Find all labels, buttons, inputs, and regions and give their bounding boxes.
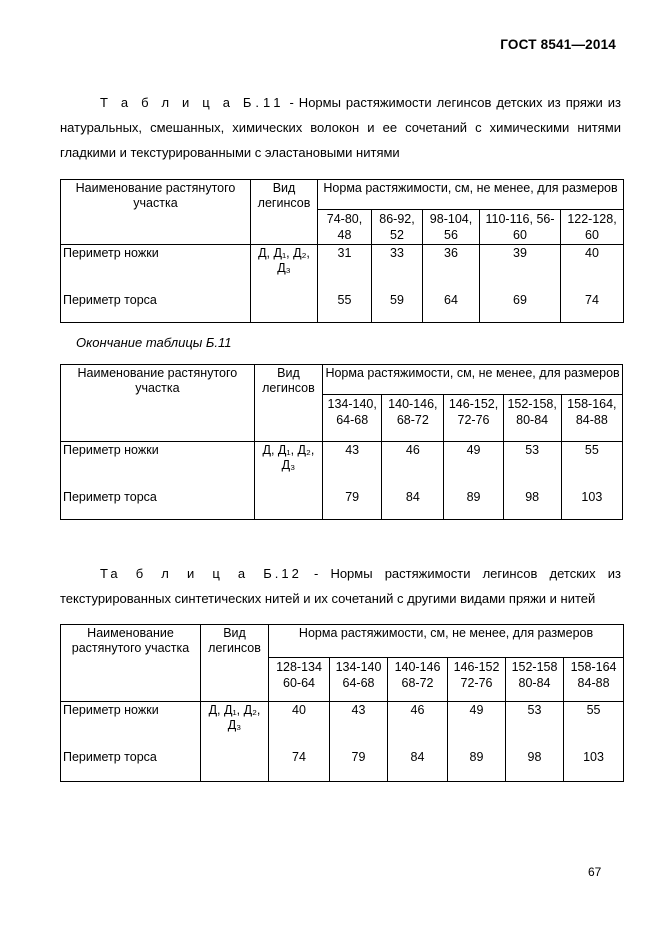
value-cell: 89 xyxy=(466,490,481,504)
table-11-continuation xyxy=(60,364,623,520)
value-cell: 46 xyxy=(410,703,425,717)
value-cell: 33 xyxy=(390,246,404,260)
row-name: Периметр торса xyxy=(63,490,157,504)
value-cell: 59 xyxy=(390,293,404,307)
value-cell: 43 xyxy=(351,703,366,717)
value-cell: 53 xyxy=(527,703,542,717)
size-header: 140-146 68-72 xyxy=(388,658,448,702)
size-header: 128-134 60-64 xyxy=(269,658,330,702)
size-header: 152-158 80-84 xyxy=(506,658,564,702)
size-header: 158-164 84-88 xyxy=(564,658,624,702)
value-cell: 84 xyxy=(410,750,425,764)
table-row xyxy=(61,702,624,782)
size-header: 110-116, 56-60 xyxy=(480,210,561,245)
table-12-caption-text: - Нормы растяжимости легинсов детских из текстурированных синтетических нитей и их сочетаний с другими видами пряжи и нитей xyxy=(60,566,621,606)
size-header: 134-140, 64-68 xyxy=(323,395,382,442)
value-cell: 98 xyxy=(527,750,542,764)
col-header-area: Наименование растянутого участка xyxy=(61,365,255,442)
value-cell: 74 xyxy=(292,750,306,764)
value-cell: 43 xyxy=(345,443,360,457)
row-name: Периметр торса xyxy=(63,750,157,764)
table-11-continuation-caption: Окончание таблицы Б.11 xyxy=(76,335,232,350)
table-11-caption xyxy=(60,90,621,165)
leggings-type: Д, Д₁, Д₂, Д₃ xyxy=(208,703,261,732)
value-cell: 79 xyxy=(345,490,360,504)
value-cell: 40 xyxy=(585,246,599,260)
value-cell: 55 xyxy=(584,443,599,457)
size-header: 98-104, 56 xyxy=(423,210,480,245)
table-12-label: Та б л и ц а Б.12 xyxy=(100,566,302,581)
value-cell: 46 xyxy=(405,443,420,457)
col-header-type: Вид легинсов xyxy=(254,365,322,442)
col-header-area: Наименование растянутого участка xyxy=(61,625,201,702)
page-number: 67 xyxy=(588,865,602,879)
value-cell: 74 xyxy=(585,293,599,307)
size-header: 134-140 64-68 xyxy=(330,658,388,702)
row-name: Периметр ножки xyxy=(63,246,159,260)
value-cell: 84 xyxy=(405,490,420,504)
col-header-norm: Норма растяжимости, см, не менее, для размеров xyxy=(269,625,624,658)
col-header-type: Вид легинсов xyxy=(251,180,318,245)
value-cell: 49 xyxy=(469,703,484,717)
value-cell: 36 xyxy=(444,246,458,260)
value-cell: 79 xyxy=(351,750,366,764)
value-cell: 31 xyxy=(337,246,352,260)
value-cell: 39 xyxy=(513,246,527,260)
table-row xyxy=(61,245,624,323)
value-cell: 40 xyxy=(292,703,306,717)
col-header-area: Наименование растянутого участка xyxy=(61,180,251,245)
value-cell: 49 xyxy=(466,443,481,457)
size-header: 74-80, 48 xyxy=(318,210,372,245)
value-cell: 103 xyxy=(581,490,603,504)
value-cell: 55 xyxy=(586,703,601,717)
table-11 xyxy=(60,179,624,323)
table-11-caption-text: - Нормы растяжимости легинсов детских из пряжи из натуральных, смешанных, химических волокон и ее сочетаний с химическими нитями гладкими и текстурированными с эластановыми нитями xyxy=(60,95,622,160)
value-cell: 53 xyxy=(525,443,540,457)
size-header: 122-128, 60 xyxy=(561,210,624,245)
col-header-type: Вид легинсов xyxy=(201,625,269,702)
leggings-type: Д, Д₁, Д₂, Д₃ xyxy=(262,443,315,472)
table-11-label: Т а б л и ц а Б.11 xyxy=(100,95,285,110)
value-cell: 69 xyxy=(513,293,527,307)
row-name: Периметр ножки xyxy=(63,443,159,457)
table-12 xyxy=(60,624,624,782)
table-12-caption xyxy=(60,561,621,611)
value-cell: 55 xyxy=(337,293,352,307)
size-header: 86-92, 52 xyxy=(372,210,423,245)
row-name: Периметр торса xyxy=(63,293,157,307)
size-header: 146-152, 72-76 xyxy=(444,395,503,442)
document-code: ГОСТ 8541—2014 xyxy=(500,37,616,52)
value-cell: 98 xyxy=(525,490,540,504)
size-header: 140-146, 68-72 xyxy=(382,395,444,442)
value-cell: 89 xyxy=(469,750,484,764)
col-header-norm: Норма растяжимости, см, не менее, для размеров xyxy=(323,365,623,395)
value-cell: 103 xyxy=(583,750,604,764)
row-name: Периметр ножки xyxy=(63,703,159,717)
table-row xyxy=(61,442,623,520)
size-header: 146-152 72-76 xyxy=(448,658,506,702)
leggings-type: Д, Д₁, Д₂, Д₃ xyxy=(258,246,310,275)
value-cell: 64 xyxy=(444,293,458,307)
size-header: 152-158, 80-84 xyxy=(503,395,561,442)
size-header: 158-164, 84-88 xyxy=(561,395,622,442)
col-header-norm: Норма растяжимости, см, не менее, для размеров xyxy=(318,180,624,210)
